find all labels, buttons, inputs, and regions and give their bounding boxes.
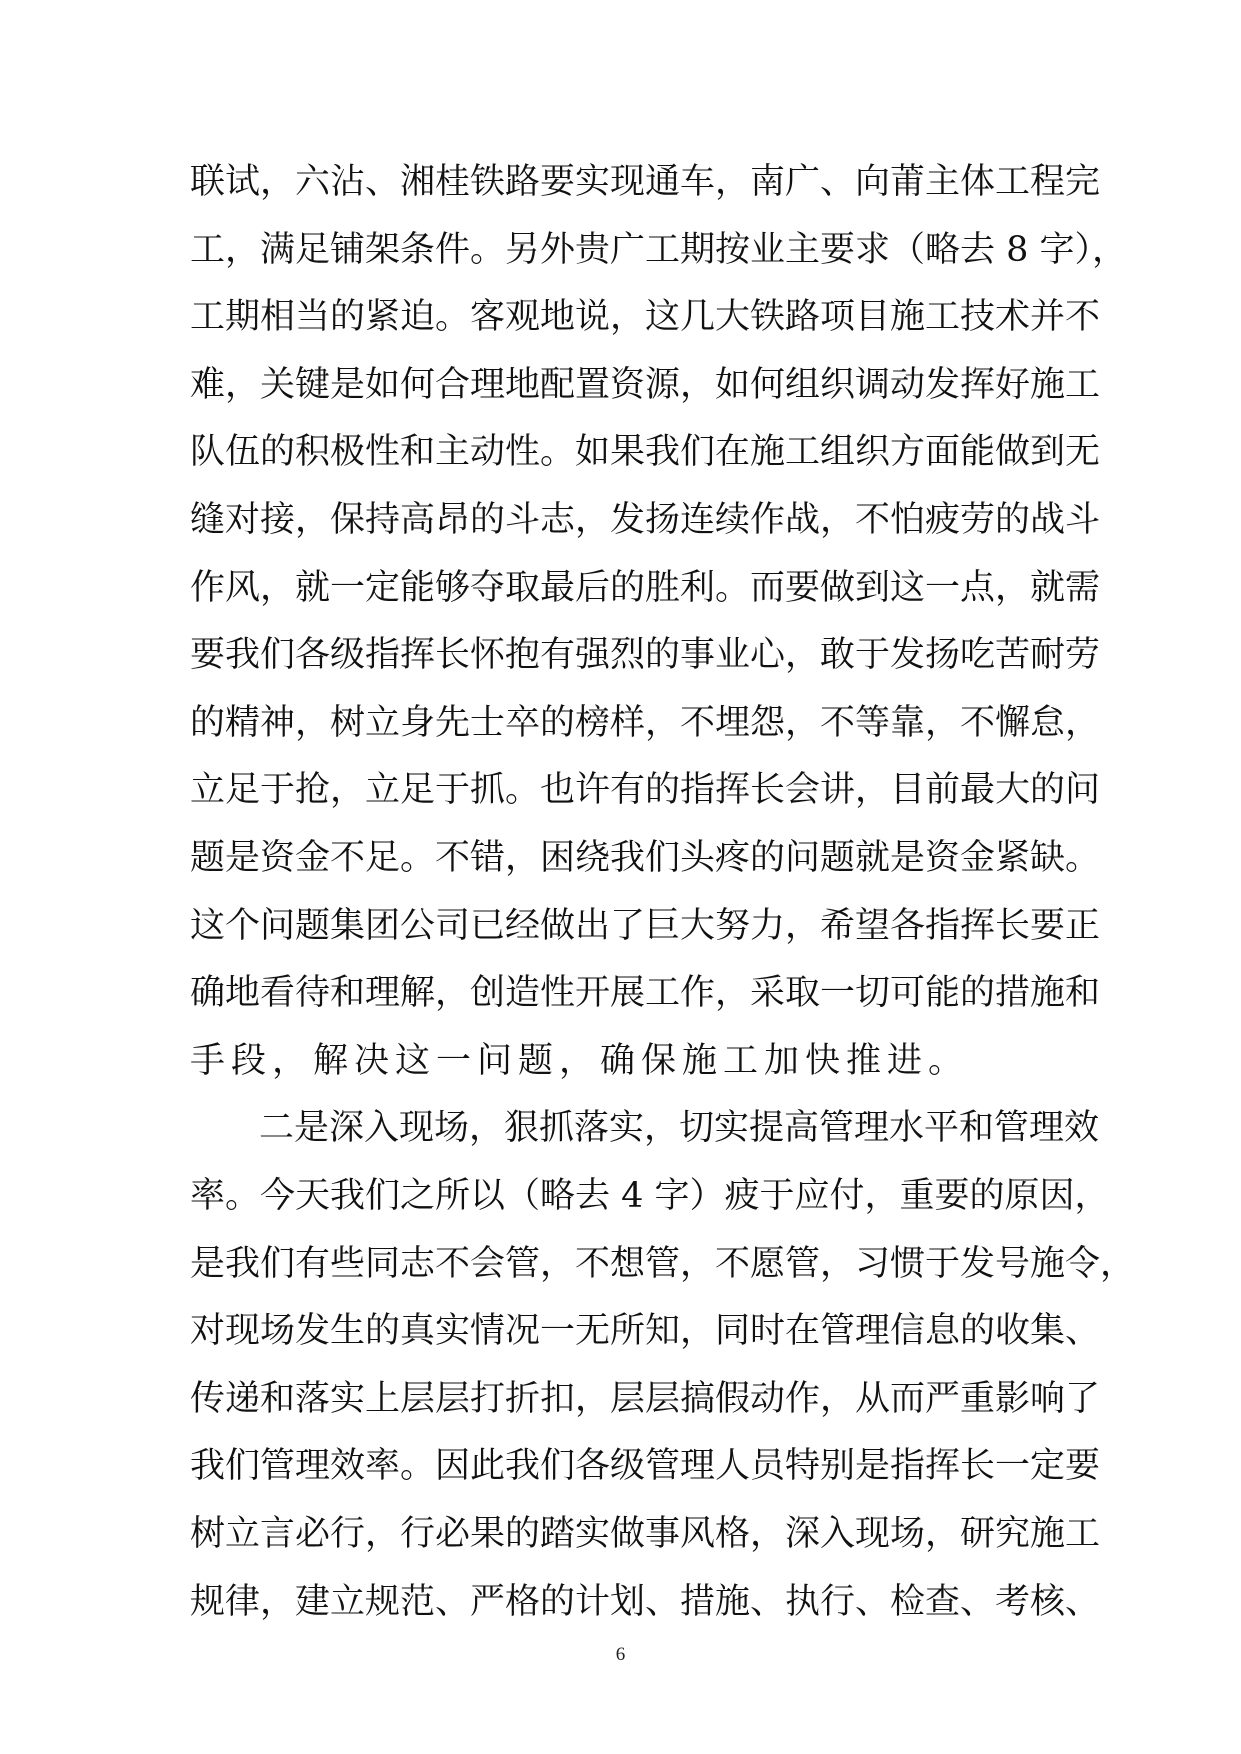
text-line: 传递和落实上层层打折扣，层层搞假动作，从而严重影响了 (190, 1379, 1101, 1419)
page-number: 6 (615, 1644, 626, 1665)
text-line: 手段，解决这一问题，确保施工加快推进。 (190, 1041, 970, 1081)
text-line: 联试，六沾、湘桂铁路要实现通车，南广、向莆主体工程完 (190, 162, 1101, 202)
text-line: 我们管理效率。因此我们各级管理人员特别是指挥长一定要 (190, 1446, 1101, 1486)
text-line: 这个问题集团公司已经做出了巨大努力，希望各指挥长要正 (190, 906, 1101, 946)
text-line: 队伍的积极性和主动性。如果我们在施工组织方面能做到无 (190, 432, 1101, 472)
text-line: 要我们各级指挥长怀抱有强烈的事业心，敢于发扬吃苦耐劳 (190, 635, 1101, 675)
text-line: 难，关键是如何合理地配置资源，如何组织调动发挥好施工 (190, 365, 1101, 405)
text-line: 作风，就一定能够夺取最后的胜利。而要做到这一点，就需 (190, 568, 1101, 608)
text-line: 规律，建立规范、严格的计划、措施、执行、检查、考核、 (190, 1582, 1101, 1622)
paragraph-first-line: 二是深入现场，狠抓落实，切实提高管理水平和管理效 (259, 1108, 1100, 1148)
text-line: 立足于抢，立足于抓。也许有的指挥长会讲，目前最大的问 (190, 770, 1101, 810)
text-line: 确地看待和理解，创造性开展工作，采取一切可能的措施和 (190, 973, 1101, 1013)
text-line: 树立言必行，行必果的踏实做事风格，深入现场，研究施工 (190, 1514, 1101, 1554)
text-line: 是我们有些同志不会管，不想管，不愿管，习惯于发号施令， (190, 1244, 1136, 1284)
text-line: 的精神，树立身先士卒的榜样，不埋怨，不等靠，不懈怠， (190, 703, 1101, 743)
text-line: 工，满足铺架条件。另外贵广工期按业主要求（略去 8 字）， (190, 230, 1128, 270)
text-line: 对现场发生的真实情况一无所知，同时在管理信息的收集、 (190, 1311, 1101, 1351)
text-line: 工期相当的紧迫。客观地说，这几大铁路项目施工技术并不 (190, 297, 1101, 337)
text-line: 率。今天我们之所以（略去 4 字）疲于应付，重要的原因， (190, 1176, 1110, 1216)
text-line: 题是资金不足。不错，困绕我们头疼的问题就是资金紧缺。 (190, 838, 1101, 878)
text-line: 缝对接，保持高昂的斗志，发扬连续作战，不怕疲劳的战斗 (190, 500, 1101, 540)
